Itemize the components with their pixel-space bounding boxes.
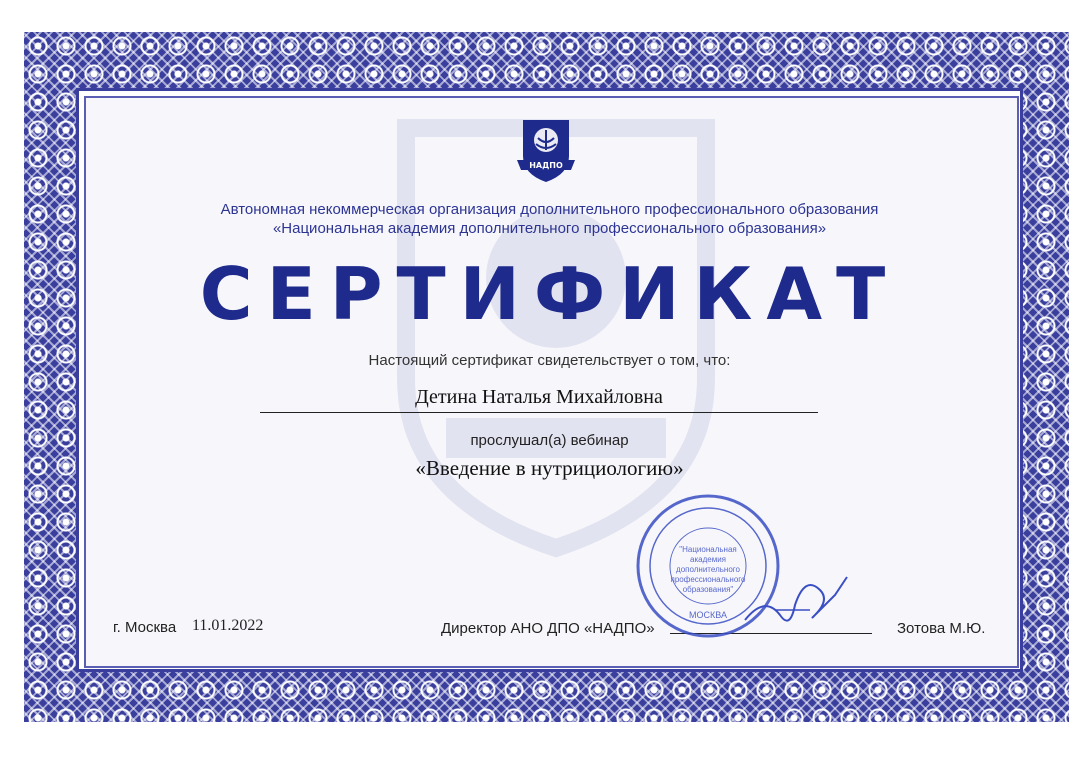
recipient-name: Детина Наталья Михайловна	[415, 386, 663, 408]
stamp-line-3: дополнительного	[676, 565, 740, 574]
organization-line-2: «Национальная академия дополнительного профессионального образования»	[272, 220, 827, 237]
organization-line-1: Автономная некоммерческая организация дополнительного профессионального образования	[220, 201, 879, 218]
signer-name: Зотова М.Ю.	[897, 620, 986, 637]
city: г. Москва	[113, 619, 177, 636]
stamp-line-5: образования"	[682, 585, 734, 594]
webinar-title: «Введение в нутрициологию»	[415, 456, 684, 480]
handwritten-signature-icon	[735, 565, 855, 635]
stamp-line-1: "Национальная	[679, 545, 737, 554]
director-title: Директор АНО ДПО «НАДПО»	[441, 620, 655, 637]
name-underline	[260, 412, 818, 413]
nadpo-logo-icon	[515, 116, 577, 190]
certificate-title: СЕРТИФИКАТ	[199, 252, 900, 336]
stamp-line-2: академия	[690, 555, 726, 564]
certifies-text: Настоящий сертификат свидетельствует о том, что:	[368, 352, 731, 369]
svg-text:НАДПО: НАДПО	[529, 161, 563, 170]
stamp-line-4: профессионального	[670, 575, 746, 584]
issue-date: 11.01.2022	[192, 617, 264, 634]
action-text: прослушал(а) вебинар	[470, 432, 629, 449]
stamp-city: МОСКВА	[689, 610, 727, 620]
